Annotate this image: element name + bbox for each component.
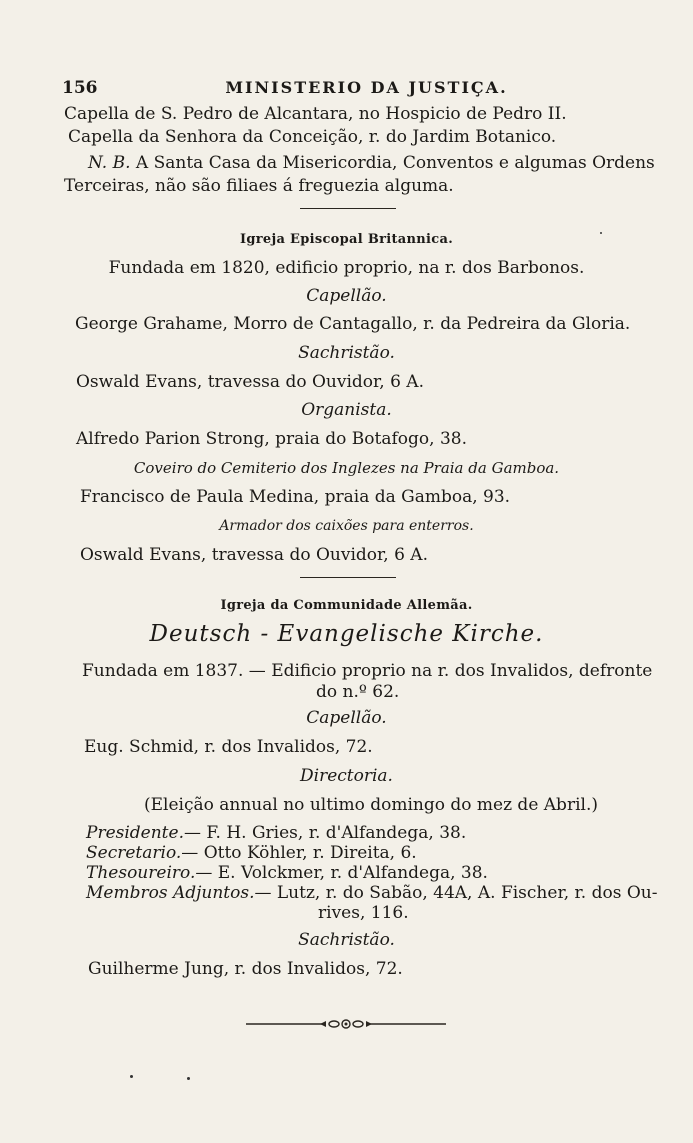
episcopal-founded: Fundada em 1820, edificio proprio, na r. dos Barbonos. [108, 258, 585, 278]
ink-speck [600, 232, 602, 234]
secretario-entry: — Otto Köhler, r. Direita, 6. [181, 843, 417, 863]
nb-text: A Santa Casa da Misericordia, Conventos e algumas Ordens [135, 153, 655, 173]
episcopal-coveiro: Francisco de Paula Medina, praia da Gamboa, 93. [80, 487, 511, 507]
german-directoria-label: Directoria. [300, 766, 393, 786]
nb-label: N. B. [88, 153, 131, 173]
german-capellao-label: Capellão. [306, 708, 387, 728]
ink-speck [187, 1077, 190, 1080]
german-presidente [86, 823, 466, 843]
intro-line-4: Terceiras, não são filiaes á freguezia alguma. [64, 176, 454, 196]
section-divider [300, 577, 396, 578]
german-membros [86, 883, 657, 903]
episcopal-organista-label: Organista. [301, 400, 392, 420]
thesoureiro-entry: — E. Volckmer, r. d'Alfandega, 38. [195, 863, 488, 883]
german-fraktur-title: Deutsch - Evangelische Kirche. [149, 621, 544, 647]
german-founded-line-2: do n.º 62. [316, 682, 400, 702]
episcopal-armador: Oswald Evans, travessa do Ouvidor, 6 A. [80, 545, 428, 565]
secretario-role: Secretario. [86, 843, 182, 863]
episcopal-sachristao-label: Sachristão. [298, 343, 395, 363]
episcopal-capellao: George Grahame, Morro de Cantagallo, r. da Pedreira da Gloria. [75, 314, 631, 334]
german-sachristao-label: Sachristão. [298, 930, 395, 950]
german-founded-text: Fundada em 1837. — Edificio proprio na r. dos Invalidos, defronte [82, 661, 653, 681]
german-capellao: Eug. Schmid, r. dos Invalidos, 72. [84, 737, 373, 757]
ink-speck [130, 1075, 133, 1078]
german-founded-line-1 [82, 661, 653, 681]
intro-line-1: Capella de S. Pedro de Alcantara, no Hospicio de Pedro II. [64, 104, 567, 124]
membros-role: Membros Adjuntos. [86, 883, 255, 903]
episcopal-capellao-label: Capellão. [306, 286, 387, 306]
running-title: MINISTERIO DA JUSTIÇA. [225, 78, 508, 97]
presidente-role: Presidente. [86, 823, 184, 843]
section-divider [300, 208, 396, 209]
german-heading: Igreja da Communidade Allemãa. [220, 598, 473, 613]
presidente-entry: — F. H. Gries, r. d'Alfandega, 38. [183, 823, 467, 843]
german-sachristao: Guilherme Jung, r. dos Invalidos, 72. [88, 959, 403, 979]
ornament-divider [246, 1017, 446, 1031]
page-number: 156 [62, 78, 98, 98]
membros-entry: — Lutz, r. do Sabão, 44A, A. Fischer, r. dos Ou- [254, 883, 658, 903]
episcopal-heading: Igreja Episcopal Britannica. [239, 232, 454, 247]
german-thesoureiro [86, 863, 488, 883]
intro-line-2: Capella da Senhora da Conceição, r. do Jardim Botanico. [68, 127, 557, 147]
thesoureiro-role: Thesoureiro. [86, 863, 196, 883]
episcopal-coveiro-label: Coveiro do Cemiterio dos Inglezes na Praia da Gamboa. [133, 459, 560, 477]
german-membros-line-2: rives, 116. [318, 903, 409, 923]
german-eleicao: (Eleição annual no ultimo domingo do mez de Abril.) [144, 795, 598, 815]
episcopal-organista: Alfredo Parion Strong, praia do Botafogo, 38. [76, 429, 467, 449]
intro-line-3 [88, 153, 655, 173]
episcopal-armador-label: Armador dos caixões para enterros. [219, 518, 474, 534]
german-secretario [86, 843, 417, 863]
episcopal-sachristao: Oswald Evans, travessa do Ouvidor, 6 A. [76, 372, 424, 392]
